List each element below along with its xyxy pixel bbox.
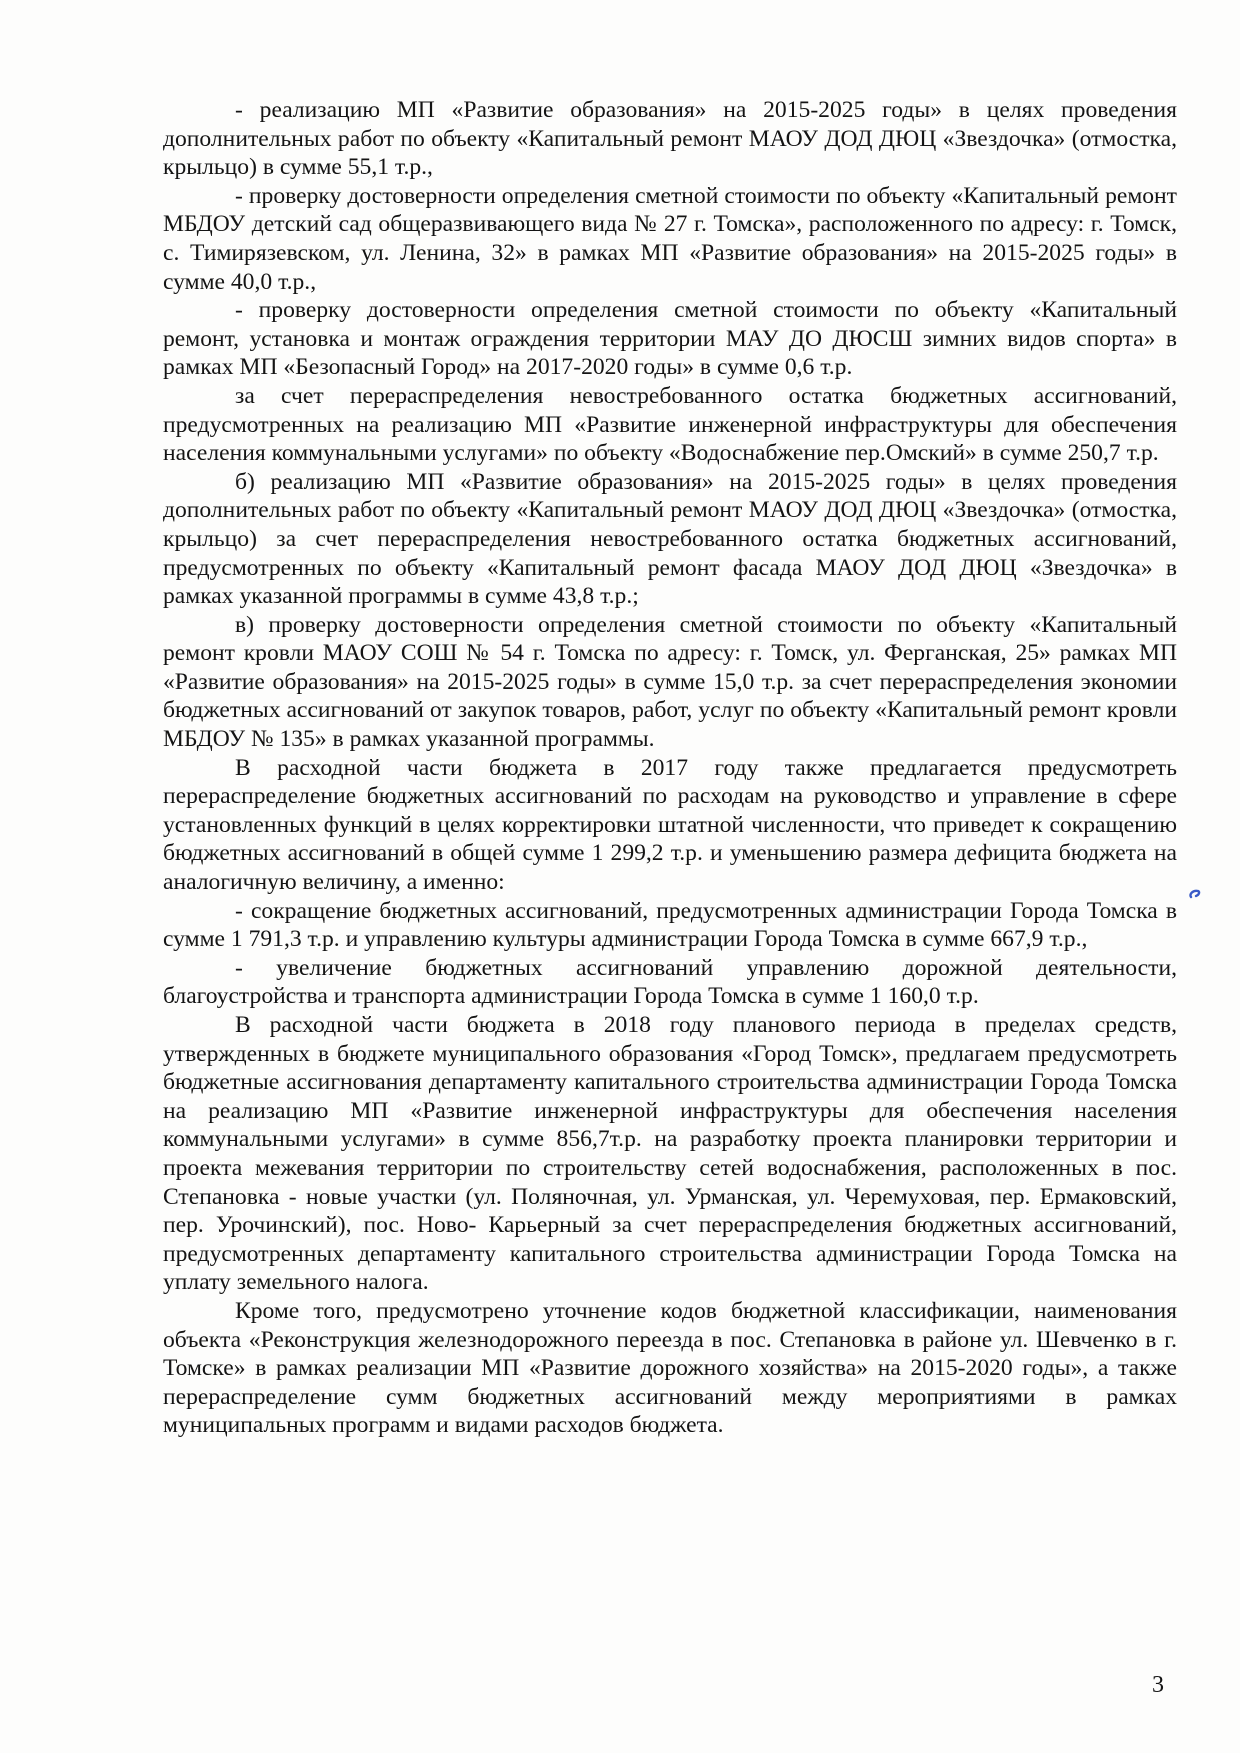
- document-body: [163, 96, 1177, 1440]
- paragraph-9: - увеличение бюджетных ассигнований управлению дорожной деятельности, благоустройства и транспорта администрации Города Томска в сумме 1 160,0 т.р.: [163, 954, 1177, 1010]
- paragraph-2: - проверку достоверности определения сметной стоимости по объекту «Капитальный ремонт МБДОУ детский сад общеразвивающего вида № 27 г. Томска», расположенного по адресу: г. Томск, с. Тимирязевском, ул. Ленина, 32» в рамках МП «Развитие образования» на 2015-2025 годы» в сумме 40,0 т.р.,: [163, 182, 1177, 295]
- paragraph-6: в) проверку достоверности определения сметной стоимости по объекту «Капитальный ремонт кровли МАОУ СОШ № 54 г. Томска по адресу: г. Томск, ул. Ферганская, 25» рамках МП «Развитие образования» на 2015-2025 годы» в сумме 15,0 т.р. за счет перераспределения экономии бюджетных ассигнований от закупок товаров, работ, услуг по объекту «Капитальный ремонт кровли МБДОУ № 135» в рамках указанной программы.: [163, 611, 1177, 753]
- paragraph-7: В расходной части бюджета в 2017 году также предлагается предусмотреть перераспределение бюджетных ассигнований по расходам на руководство и управление в сфере установленных функций в целях корректировки штатной численности, что приведет к сокращению бюджетных ассигнований в общей сумме 1 299,2 т.р. и уменьшению размера дефицита бюджета на аналогичную величину, а именно:: [163, 754, 1177, 896]
- paragraph-4: за счет перераспределения невостребованного остатка бюджетных ассигнований, предусмотренных на реализацию МП «Развитие инженерной инфраструктуры для обеспечения населения коммунальными услугами» по объекту «Водоснабжение пер.Омский» в сумме 250,7 т.р.: [163, 382, 1177, 467]
- paragraph-8: - сокращение бюджетных ассигнований, предусмотренных администрации Города Томска в сумме 1 791,3 т.р. и управлению культуры администрации Города Томска в сумме 667,9 т.р.,: [163, 897, 1177, 953]
- paragraph-3: - проверку достоверности определения сметной стоимости по объекту «Капитальный ремонт, установка и монтаж ограждения территории МАУ ДО ДЮСШ зимних видов спорта» в рамках МП «Безопасный Город» на 2017-2020 годы» в сумме 0,6 т.р.: [163, 297, 1177, 381]
- paragraph-11: Кроме того, предусмотрено уточнение кодов бюджетной классификации, наименования объекта «Реконструкция железнодорожного переезда в пос. Степановка в районе ул. Шевченко в г. Томске» в рамках реализации МП «Развитие дорожного хозяйства» на 2015-2020 годы», а также перераспределение сумм бюджетных ассигнований между мероприятиями в рамках муниципальных программ и видами расходов бюджета.: [163, 1297, 1177, 1439]
- paragraph-10: В расходной части бюджета в 2018 году планового периода в пределах средств, утвержденных в бюджете муниципального образования «Город Томск», предлагаем предусмотреть бюджетные ассигнования департаменту капитального строительства администрации Города Томска на реализацию МП «Развитие инженерной инфраструктуры для обеспечения населения коммунальными услугами» в сумме 856,7т.р. на разработку проекта планировки территории и проекта межевания территории по строительству сетей водоснабжения, расположенных в пос. Степановка - новые участки (ул. Поляночная, ул. Урманская, ул. Черемуховая, пер. Ермаковский, пер. Урочинский), пос. Ново- Карьерный за счет перераспределения бюджетных ассигнований, предусмотренных департаменту капитального строительства администрации Города Томска на уплату земельного налога.: [163, 1012, 1177, 1296]
- paragraph-5: б) реализацию МП «Развитие образования» на 2015-2025 годы» в целях проведения дополнительных работ по объекту «Капитальный ремонт МАОУ ДОД ДЮЦ «Звездочка» (отмостка, крыльцо) за счет перераспределения невостребованного остатка бюджетных ассигнований, предусмотренных по объекту «Капитальный ремонт фасада МАОУ ДОД ДЮЦ «Звездочка» в рамках указанной программы в сумме 43,8 т.р.;: [163, 468, 1177, 610]
- pen-mark-icon: [1188, 888, 1202, 900]
- paragraph-1: - реализацию МП «Развитие образования» на 2015-2025 годы» в целях проведения дополнительных работ по объекту «Капитальный ремонт МАОУ ДОД ДЮЦ «Звездочка» (отмостка, крыльцо) в сумме 55,1 т.р.,: [163, 97, 1177, 181]
- page-number: 3: [1152, 1672, 1164, 1698]
